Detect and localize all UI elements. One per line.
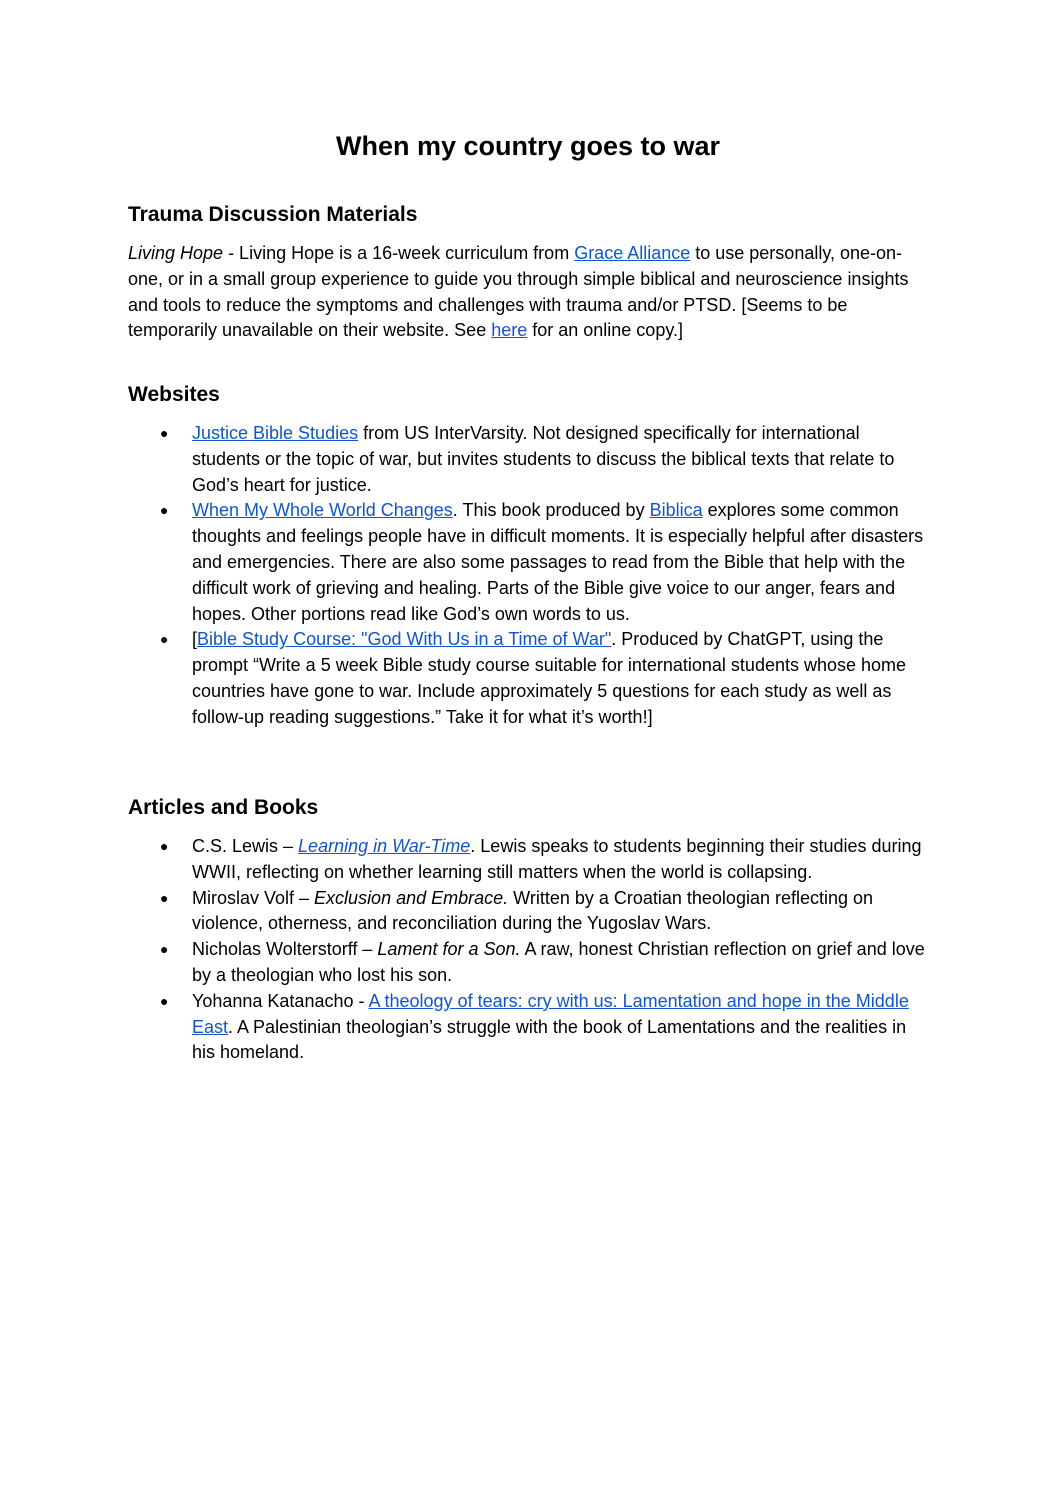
trauma-paragraph bbox=[128, 241, 928, 344]
bullet-icon: ● bbox=[160, 631, 169, 648]
list-item bbox=[128, 627, 928, 730]
bullet-icon: ● bbox=[160, 502, 169, 519]
item-prefix: [ bbox=[192, 629, 198, 650]
websites-list bbox=[128, 421, 928, 731]
trauma-text-3: for an online copy.] bbox=[527, 320, 683, 341]
page-title: When my country goes to war bbox=[335, 131, 721, 161]
bullet-icon: ● bbox=[160, 425, 169, 441]
book-title: Exclusion and Embrace. bbox=[314, 887, 509, 908]
bullet-icon: ● bbox=[160, 838, 169, 854]
bullet-icon: ● bbox=[160, 889, 169, 906]
item-text: . Produced by ChatGPT, using the prompt “Write a 5 week Bible study course suitable for international students whose home countries have gone to war. Include approximately 5 questions for each study as well as follow-up reading suggestions.” Take it for what it’s worth!] bbox=[192, 629, 907, 727]
book-title: Lament for a Son. bbox=[377, 939, 521, 960]
item-text: from US InterVarsity. Not designed specifically for international students or the topic of war, but invites students to discuss the biblical texts that relate to God’s heart for justice. bbox=[192, 423, 895, 495]
item-author: Miroslav Volf – bbox=[192, 887, 315, 908]
list-item bbox=[128, 834, 928, 886]
bullet-icon: ● bbox=[160, 992, 169, 1009]
grace-alliance-link[interactable]: Grace Alliance bbox=[574, 243, 691, 263]
list-item bbox=[128, 421, 928, 498]
item-text: . A Palestinian theologian’s struggle with the book of Lamentations and the realities in his homeland. bbox=[192, 1016, 907, 1063]
articles-list bbox=[128, 834, 928, 1066]
articles-heading: Articles and Books bbox=[128, 796, 319, 819]
list-item bbox=[128, 498, 928, 627]
trauma-text-2: to use personally, one-on-one, or in a small group experience to guide you through simple biblical and neuroscience insights and tools to reduce the symptoms and challenges with trauma and/or PTSD. [Seems to be temporarily unavailable on their website. See bbox=[128, 243, 909, 341]
websites-heading: Websites bbox=[128, 383, 220, 406]
list-item bbox=[128, 989, 928, 1066]
here-link[interactable]: here bbox=[491, 320, 528, 341]
trauma-text-1: - Living Hope is a 16-week curriculum from bbox=[223, 243, 575, 263]
biblica-link[interactable]: Biblica bbox=[649, 500, 703, 521]
item-text: A raw, honest Christian reflection on grief and love by a theologian who lost his son. bbox=[192, 939, 925, 985]
when-my-whole-world-changes-link[interactable]: When My Whole World Changes bbox=[192, 500, 453, 521]
item-text: . Lewis speaks to students beginning their studies during WWII, reflecting on whether learning still matters when the world is collapsing. bbox=[192, 836, 922, 882]
list-item bbox=[128, 937, 928, 989]
list-item bbox=[128, 886, 928, 938]
item-text: Written by a Croatian theologian reflecting on violence, otherness, and reconciliation during the Yugoslav Wars. bbox=[192, 887, 874, 934]
item-author: Yohanna Katanacho - bbox=[192, 990, 369, 1011]
bible-study-course-link[interactable]: Bible Study Course: "God With Us in a Time of War" bbox=[197, 629, 612, 650]
learning-in-war-time-link[interactable]: Learning in War-Time bbox=[298, 836, 471, 856]
item-text: . This book produced by bbox=[452, 500, 650, 521]
item-author: C.S. Lewis – bbox=[192, 836, 299, 856]
trauma-heading: Trauma Discussion Materials bbox=[128, 203, 418, 226]
theology-of-tears-link[interactable]: A theology of tears: cry with us: Lamentation and hope in the Middle East bbox=[192, 990, 909, 1037]
bullet-icon: ● bbox=[160, 941, 169, 958]
living-hope-title: Living Hope bbox=[128, 243, 224, 263]
item-text-2: explores some common thoughts and feelings people have in difficult moments. It is especially helpful after disasters and emergencies. There are also some passages to read from the Bible that help with the difficult work of grieving and healing. Parts of the Bible give voice to our anger, fears and hopes. Other portions read like God’s own words to us. bbox=[192, 500, 924, 624]
justice-bible-studies-link[interactable]: Justice Bible Studies bbox=[192, 423, 359, 443]
item-author: Nicholas Wolterstorff – bbox=[192, 939, 378, 960]
